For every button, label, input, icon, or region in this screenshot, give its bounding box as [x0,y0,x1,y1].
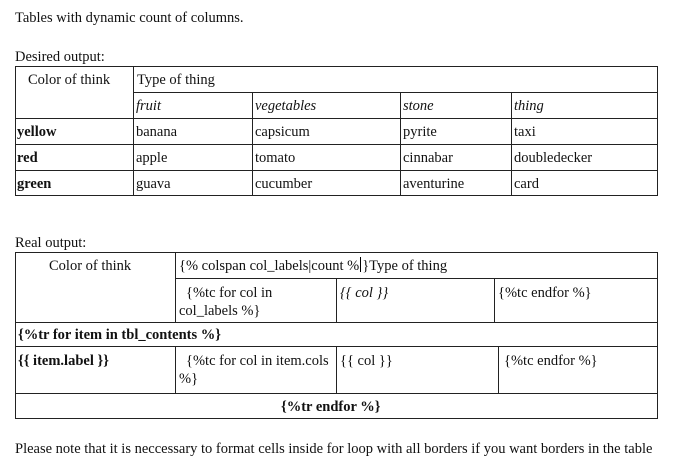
real-for-col-labels-tag: {%tc for col in col_labels %} [179,285,273,319]
desired-table-cell: pyrite [403,124,437,140]
real-endfor-tr-tag: {%tr endfor %} [281,399,381,415]
desired-column-header: fruit [136,98,161,114]
real-col-variable: {{ col }} [340,353,393,369]
desired-column-header: thing [514,98,544,114]
desired-table-cell: guava [136,176,171,192]
real-for-col-items-tag: {%tc for col in item.cols %} [179,353,329,387]
real-endfor-tc-tag: {%tc endfor %} [504,353,598,369]
desired-row-label: green [17,176,52,192]
colspan-tag-text: {% colspan col_labels|count % [179,258,360,274]
desired-corner-header: Color of think [28,72,111,88]
desired-output-label: Desired output: [15,49,105,65]
real-endfor-tc-tag: {%tc endfor %} [498,285,592,301]
header-type-text: }Type of thing [362,258,448,274]
desired-column-header: stone [403,98,434,114]
desired-table-cell: card [514,176,539,192]
desired-table-cell: aventurine [403,176,465,192]
footnote-text: Please note that it is neccessary to format cells inside for loop with all borders if you want borders in the table [15,441,653,457]
desired-row-label: red [17,150,38,166]
desired-column-header: vegetables [255,98,317,114]
desired-table-cell: taxi [514,124,536,140]
desired-group-header: Type of thing [137,72,215,88]
desired-table-cell: banana [136,124,178,140]
desired-table-cell: apple [136,150,168,166]
desired-table-cell: cucumber [255,176,313,192]
desired-table-cell: cinnabar [403,150,453,166]
real-col-variable-italic: {{ col }} [340,285,389,301]
real-for-item-tag: {%tr for item in tbl_contents %} [18,327,221,343]
desired-row-label: yellow [17,124,57,140]
real-item-label-tag: {{ item.label }} [18,353,109,369]
real-corner-header: Color of think [49,258,132,274]
document-heading: Tables with dynamic count of columns. [15,10,244,26]
real-output-label: Real output: [15,235,87,251]
desired-table-cell: doubledecker [514,150,593,166]
real-colspan-header [179,257,447,275]
desired-table-cell: tomato [255,150,296,166]
desired-table-cell: capsicum [255,124,310,140]
